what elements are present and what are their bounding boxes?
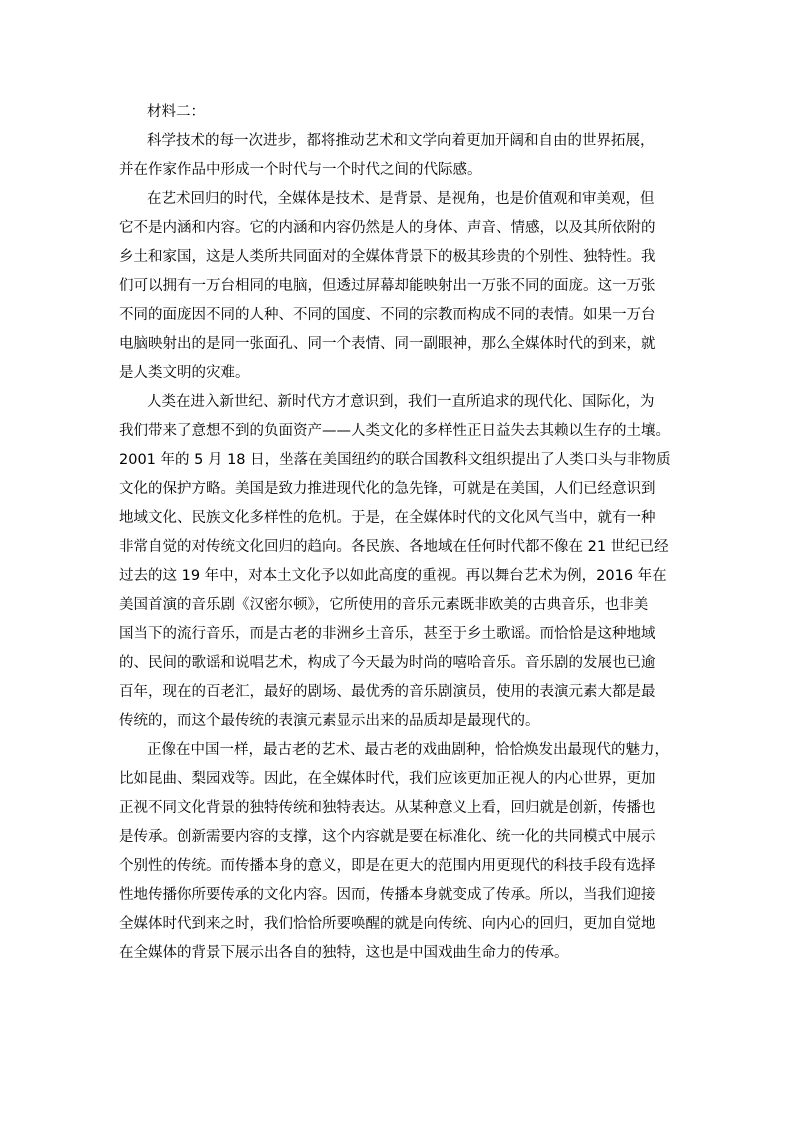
document-body: [119, 98, 683, 968]
paragraph-line: 的、民间的歌谣和说唱艺术，构成了今天最为时尚的嘻哈音乐。音乐剧的发展也已逾: [119, 655, 656, 671]
paragraph-line: 在全媒体的背景下展示出各自的独特，这也是中国戏曲生命力的传承。: [119, 945, 569, 961]
paragraph-line: 并在作家作品中形成一个时代与一个时代之间的代际感。: [119, 162, 482, 178]
paragraph: [119, 127, 683, 185]
section-heading: 材料二：: [147, 104, 205, 120]
paragraph-list: [119, 127, 683, 968]
paragraph-line: 不同的面庞因不同的人种、不同的国度、不同的宗教而构成不同的表情。如果一万台: [119, 307, 656, 323]
paragraph-line: 过去的这 19 年中，对本土文化予以如此高度的重视。再以舞台艺术为例，2016 年在: [119, 568, 667, 584]
paragraph-line: 性地传播你所要传承的文化内容。因而，传播本身就变成了传承。所以，当我们迎接: [119, 887, 656, 903]
paragraph-line: 是人类文明的灾难。: [119, 365, 250, 381]
paragraph-line: 百年，现在的百老汇，最好的剧场、最优秀的音乐剧演员，使用的表演元素大都是最: [119, 684, 656, 700]
paragraph-line: 个别性的传统。而传播本身的意义，即是在更大的范围内用更现代的科技手段有选择: [119, 858, 656, 874]
paragraph-line: 文化的保护方略。美国是致力推进现代化的急先锋，可就是在美国，人们已经意识到: [119, 481, 656, 497]
paragraph: [119, 736, 683, 968]
paragraph-line: 正视不同文化背景的独特传统和独特表达。从某种意义上看，回归就是创新，传播也: [119, 800, 656, 816]
paragraph-line: 2001 年的 5 月 18 日，坐落在美国纽约的联合国教科文组织提出了人类口头与非物质: [119, 452, 671, 468]
paragraph-line: 乡土和家国，这是人类所共同面对的全媒体背景下的极其珍贵的个别性、独特性。我: [119, 249, 656, 265]
paragraph: [119, 185, 683, 388]
paragraph-line: 们可以拥有一万台相同的电脑，但透过屏幕却能映射出一万张不同的面庞。这一万张: [119, 278, 656, 294]
paragraph-line: 传统的，而这个最传统的表演元素显示出来的品质却是最现代的。: [119, 713, 540, 729]
paragraph-line: 人类在进入新世纪、新时代方才意识到，我们一直所追求的现代化、国际化，为: [147, 394, 655, 410]
paragraph-line: 比如昆曲、梨园戏等。因此，在全媒体时代，我们应该更加正视人的内心世界，更加: [119, 771, 656, 787]
paragraph-line: 地域文化、民族文化多样性的危机。于是，在全媒体时代的文化风气当中，就有一种: [119, 510, 656, 526]
paragraph-line: 在艺术回归的时代，全媒体是技术、是背景、是视角，也是价值观和审美观，但: [147, 191, 655, 207]
paragraph-line: 国当下的流行音乐，而是古老的非洲乡土音乐，甚至于乡土歌谣。而恰恰是这种地域: [119, 626, 656, 642]
paragraph-line: 它不是内涵和内容。它的内涵和内容仍然是人的身体、声音、情感，以及其所依附的: [119, 220, 656, 236]
paragraph-line: 我们带来了意想不到的负面资产——人类文化的多样性正日益失去其赖以生存的土壤。: [119, 423, 670, 439]
paragraph-line: 正像在中国一样，最古老的艺术、最古老的戏曲剧种，恰恰焕发出最现代的魅力，: [147, 742, 669, 758]
paragraph: [119, 388, 683, 736]
paragraph-line: 电脑映射出的是同一张面孔、同一个表情、同一副眼神，那么全媒体时代的到来，就: [119, 336, 656, 352]
paragraph-line: 美国首演的音乐剧《汉密尔顿》，它所使用的音乐元素既非欧美的古典音乐，也非美: [119, 597, 649, 613]
paragraph-line: 全媒体时代到来之时，我们恰恰所要唤醒的就是向传统、向内心的回归，更加自觉地: [119, 916, 656, 932]
paragraph-line: 科学技术的每一次进步，都将推动艺术和文学向着更加开阔和自由的世界拓展，: [147, 133, 655, 149]
paragraph-line: 非常自觉的对传统文化回归的趋向。各民族、各地域在任何时代都不像在 21 世纪已经: [119, 539, 669, 555]
paragraph-line: 是传承。创新需要内容的支撑，这个内容就是要在标准化、统一化的共同模式中展示: [119, 829, 656, 845]
